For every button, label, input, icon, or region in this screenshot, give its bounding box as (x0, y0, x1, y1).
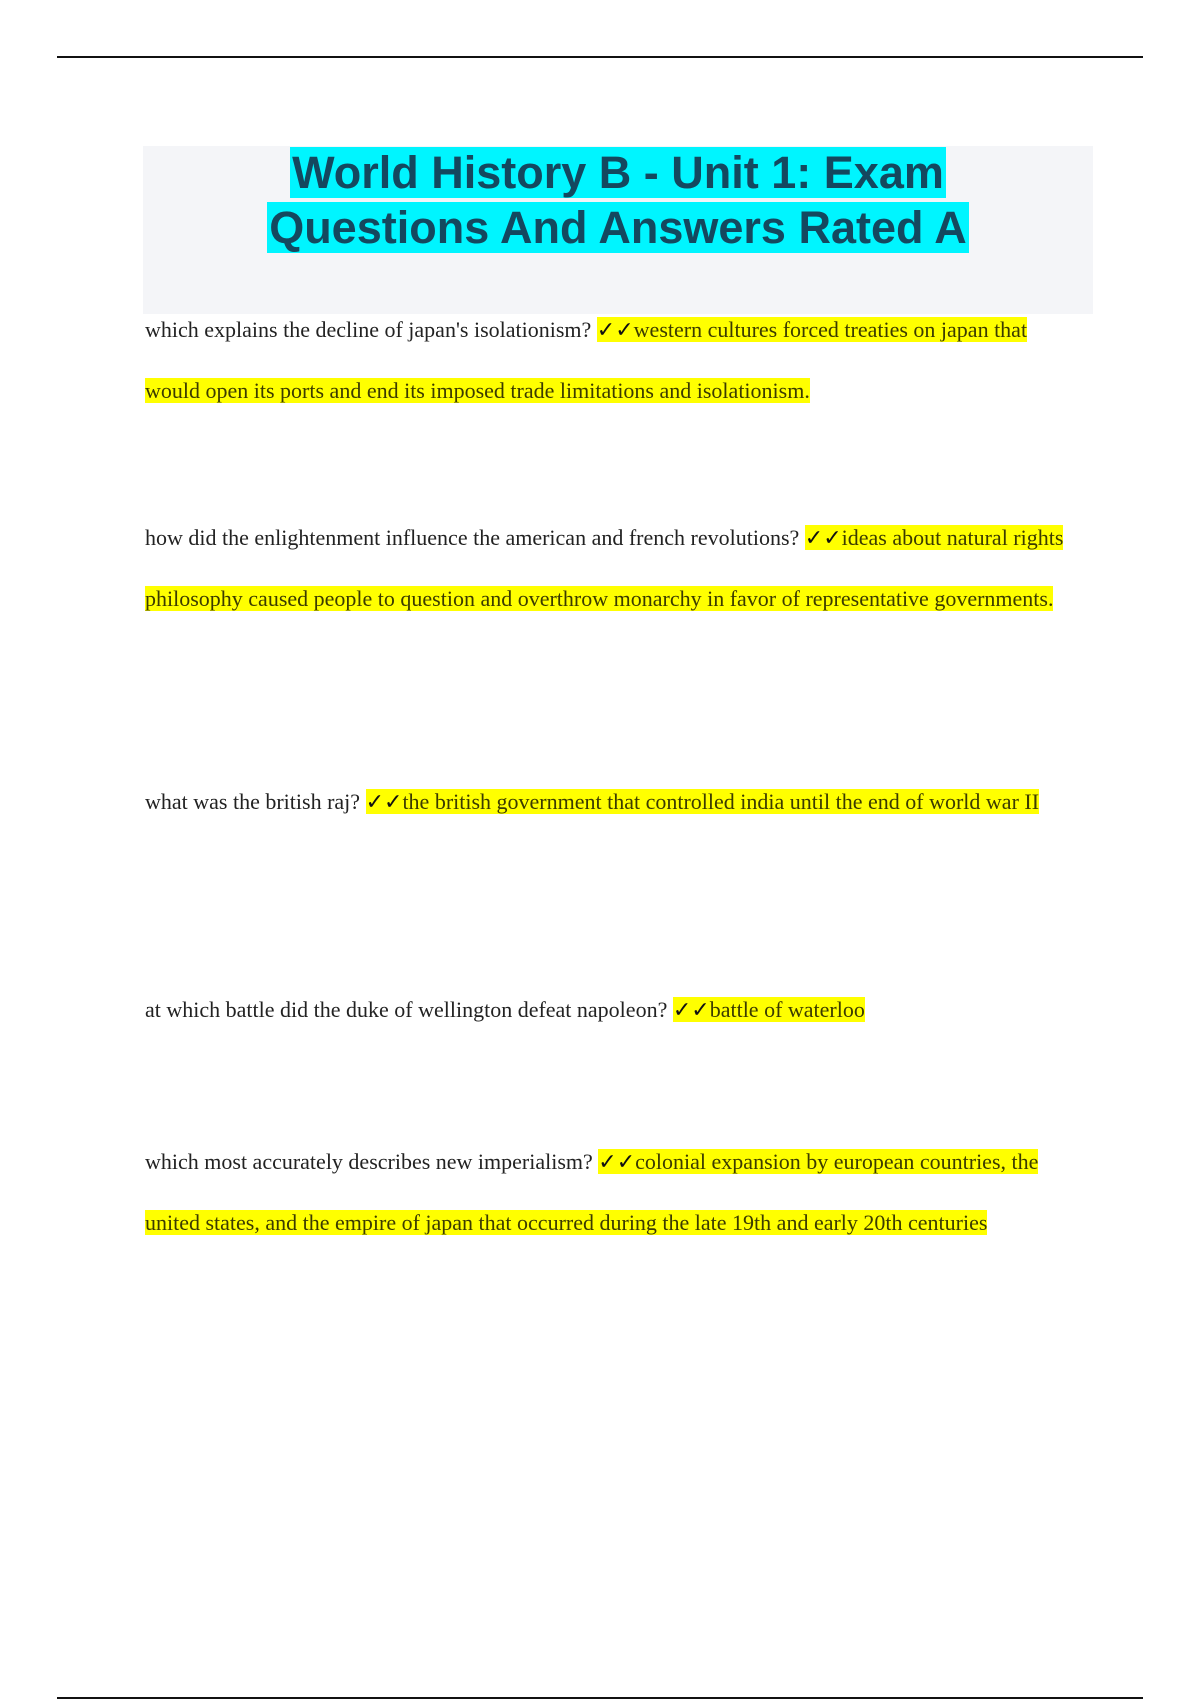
qa-item (145, 508, 1085, 629)
double-check-icon: ✓✓ (598, 1150, 636, 1175)
double-check-icon: ✓✓ (672, 998, 710, 1023)
answer-highlight (366, 789, 1040, 814)
question-text: which explains the decline of japan's isolationism? (145, 317, 592, 342)
qa-item (145, 980, 1085, 1041)
top-rule (57, 56, 1143, 58)
bottom-rule (57, 1697, 1143, 1699)
question-text: how did the enlightenment influence the american and french revolutions? (145, 525, 800, 550)
double-check-icon: ✓✓ (365, 790, 403, 815)
qa-item (145, 1132, 1085, 1253)
question-text: what was the british raj? (145, 789, 361, 814)
answer-highlight (673, 997, 865, 1022)
answer-text: western cultures forced treaties on japan that would open its ports and end its imposed trade limitations and isolationism. (145, 317, 1028, 403)
question-text: which most accurately describes new imperialism? (145, 1149, 593, 1174)
answer-text: ideas about natural rights philosophy caused people to question and overthrow monarchy in favor of representative governments. (145, 525, 1064, 611)
answer-text: the british government that controlled india until the end of world war II (402, 789, 1040, 814)
double-check-icon: ✓✓ (804, 526, 842, 551)
double-check-icon: ✓✓ (596, 318, 634, 343)
answer-text: colonial expansion by european countries, the united states, and the empire of japan that occurred during the late 19th and early 20th centuries (145, 1149, 1039, 1235)
title-line-2: Questions And Answers Rated A (269, 202, 967, 253)
document-title (143, 145, 1093, 255)
qa-item (145, 772, 1085, 833)
question-text: at which battle did the duke of wellington defeat napoleon? (145, 997, 668, 1022)
qa-item (145, 300, 1085, 421)
title-line-1: World History B - Unit 1: Exam (292, 147, 944, 198)
answer-text: battle of waterloo (709, 997, 865, 1022)
